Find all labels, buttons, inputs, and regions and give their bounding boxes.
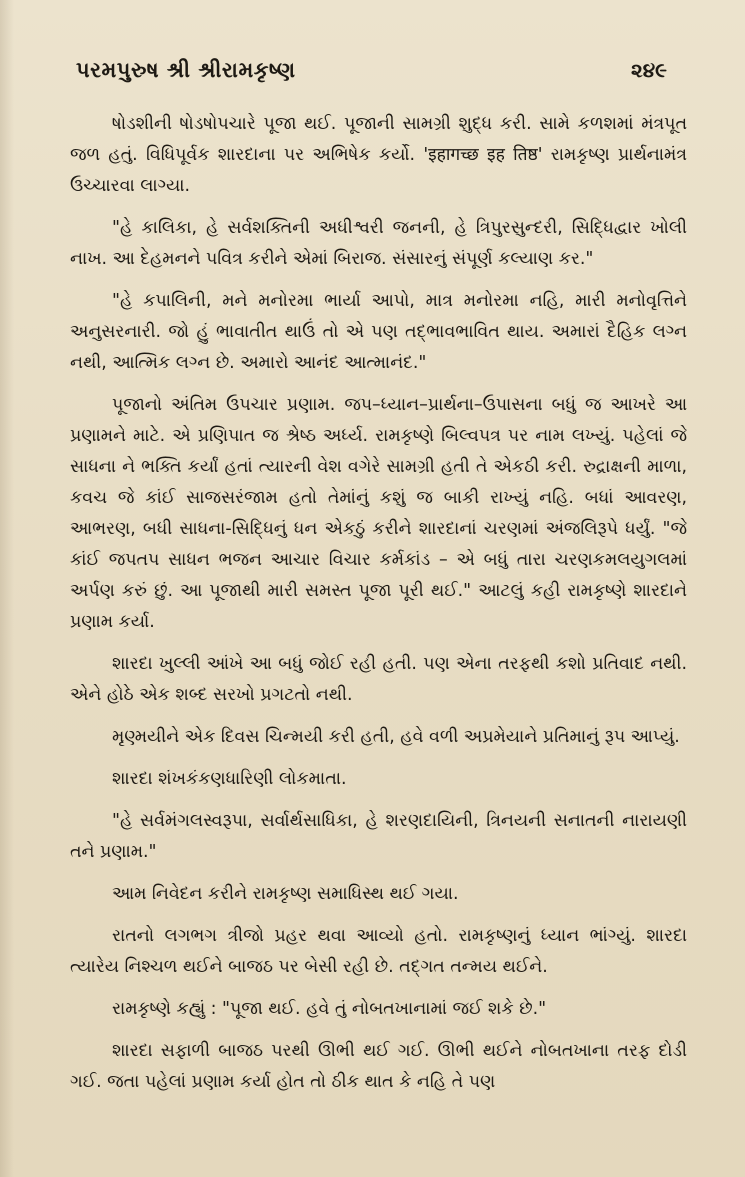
running-head-title: પરમપુરુષ શ્રી શ્રીરામકૃષ્ણ (76, 58, 296, 82)
paragraph: રામકૃષ્ણે કહ્યું : "પૂજા થઈ. હવે તું નોબતખાનામાં જઈ શકે છે." (112, 999, 547, 1019)
paragraph: શારદા શંખકંકણધારિણી લોકમાતા. (112, 769, 347, 789)
page-number: ૨૪૯ (631, 58, 667, 82)
paragraph: શારદા ખુલ્લી આંખે આ બધું જોઈ રહી હતી. પણ એના તરફથી કશો પ્રતિવાદ નથી. એને હોઠે એક શબ્દ સરખો પ્રગટતો નથી. (70, 654, 687, 705)
paragraph: "હે કપાલિની, મને મનોરમા ભાર્યા આપો, માત્ર મનોરમા નહિ, મારી મનોવૃત્તિને અનુસરનારી. જો હું ભાવાતીત થાઉં તો એ પણ તદ્ભાવભાવિત થાય. અમારાં દૈહિક લગ્ન નથી, આત્મિક લગ્ન છે. અમારો આનંદ આત્માનંદ." (70, 291, 687, 373)
body-text (70, 109, 687, 1098)
paragraph: આમ નિવેદન કરીને રામકૃષ્ણ સમાધિસ્થ થઈ ગયા. (112, 884, 459, 904)
running-head (70, 58, 687, 83)
paragraph: રાતનો લગભગ ત્રીજો પ્રહર થવા આવ્યો હતો. રામકૃષ્ણનું ધ્યાન ભાંગ્યું. શારદા ત્યારેય નિશ્ચળ થઈને બાજઠ પર બેસી રહી છે. તદ્ગત તન્મય થઈને. (70, 926, 687, 977)
paragraph: "હે કાલિકા, હે સર્વશક્તિની અધીશ્વરી જનની, હે ત્રિપુરસુન્દરી, સિદ્ધિદ્વાર ખોલી નાખ. આ દેહમનને પવિત્ર કરીને એમાં બિરાજ. સંસારનું સંપૂર્ણ કલ્યાણ કર." (70, 218, 687, 269)
paragraph: મૃણ્મયીને એક દિવસ ચિન્મયી કરી હતી, હવે વળી અપ્રમેયાને પ્રતિમાનું રૂપ આપ્યું. (112, 727, 680, 747)
paragraph: "હે સર્વમંગલસ્વરૂપા, સર્વાર્થસાધિકા, હે શરણદાયિની, ત્રિનયની સનાતની નારાયણી તને પ્રણામ." (70, 811, 687, 862)
paragraph: શારદા સફાળી બાજઠ પરથી ઊભી થઈ ગઈ. ઊભી થઈને નોબતખાના તરફ દોડી ગઈ. જતા પહેલાં પ્રણામ કર્યા હોત તો ઠીક થાત કે નહિ તે પણ (70, 1041, 687, 1092)
paragraph: પૂજાનો અંતિમ ઉપચાર પ્રણામ. જપ–ધ્યાન–પ્રાર્થના–ઉપાસના બધું જ આખરે આ પ્રણામને માટે. એ પ્રણિપાત જ શ્રેષ્ઠ અર્ધ્ય. રામકૃષ્ણે બિલ્વપત્ર પર નામ લખ્યું. પહેલાં જે સાધના ને ભક્તિ કર્યાં હતાં ત્યારની વેશ વગેરે સામગ્રી હતી તે એકઠી કરી. રુદ્રાક્ષની માળા, કવચ જે કાંઈ સાજસરંજામ હતો તેમાંનું કશું જ બાકી રાખ્યું નહિ. બધાં આવરણ, આભરણ, બધી સાધના-સિદ્ધિનું ધન એકઠું કરીને શારદાનાં ચરણમાં અંજલિરૂપે ધર્યું. "જે કાંઈ જપતપ સાધન ભજન આચાર વિચાર કર્મકાંડ – એ બધું તારા ચરણકમલયુગલમાં અર્પણ કરું છું. આ પૂજાથી મારી સમસ્ત પૂજા પૂરી થઈ." આટલું કહી રામકૃષ્ણે શારદાને પ્રણામ કર્યા. (70, 395, 687, 632)
paragraph: ષોડશીની ષોડષોપચારે પૂજા થઈ. પૂજાની સામગ્રી શુદ્ધ કરી. સામે કળશમાં મંત્રપૂત જળ હતું. વિધિપૂર્વક શારદાના પર અભિષેક કર્યો. 'इहागच्छ इह तिष्ठ' રામકૃષ્ણ પ્રાર્થનામંત્ર ઉચ્ચારવા લાગ્યા. (70, 114, 687, 196)
